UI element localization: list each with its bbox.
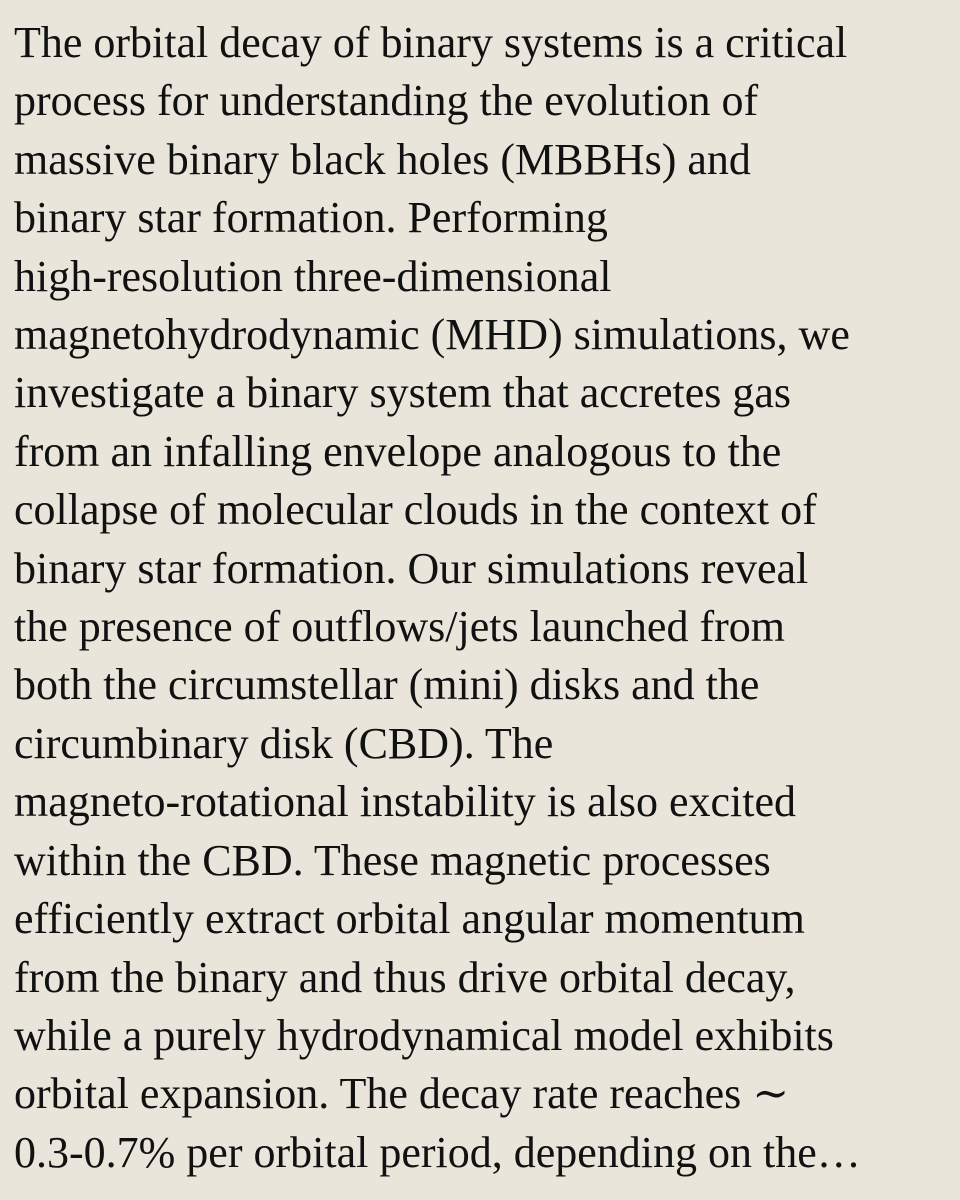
abstract-line: orbital expansion. The decay rate reaches ∼: [14, 1069, 790, 1119]
abstract-line: massive binary black holes (MBBHs) and: [14, 134, 751, 184]
abstract-line: collapse of molecular clouds in the context of: [14, 485, 817, 535]
abstract-line: while a purely hydrodynamical model exhibits: [14, 1010, 834, 1060]
abstract-line: within the CBD. These magnetic processes: [14, 835, 771, 885]
abstract-line: 0.3-0.7% per orbital period, depending on the…: [14, 1127, 861, 1177]
abstract-line: binary star formation. Our simulations reveal: [14, 543, 809, 593]
abstract-line: magnetohydrodynamic (MHD) simulations, we: [14, 310, 850, 360]
abstract-line: both the circumstellar (mini) disks and the: [14, 660, 760, 710]
abstract-line: high-resolution three-dimensional: [14, 251, 612, 301]
abstract-line: process for understanding the evolution of: [14, 76, 759, 126]
abstract-text: [14, 14, 940, 1182]
abstract-line: from the binary and thus drive orbital decay,: [14, 952, 796, 1002]
abstract-line: the presence of outflows/jets launched from: [14, 602, 785, 652]
abstract-line: binary star formation. Performing: [14, 193, 608, 243]
abstract-line: magneto-rotational instability is also excited: [14, 777, 797, 827]
abstract-line: from an infalling envelope analogous to the: [14, 426, 782, 476]
abstract-line: efficiently extract orbital angular momentum: [14, 894, 805, 944]
abstract-line: investigate a binary system that accretes gas: [14, 368, 792, 418]
abstract-line: circumbinary disk (CBD). The: [14, 718, 554, 768]
abstract-line: The orbital decay of binary systems is a critical: [14, 18, 848, 67]
